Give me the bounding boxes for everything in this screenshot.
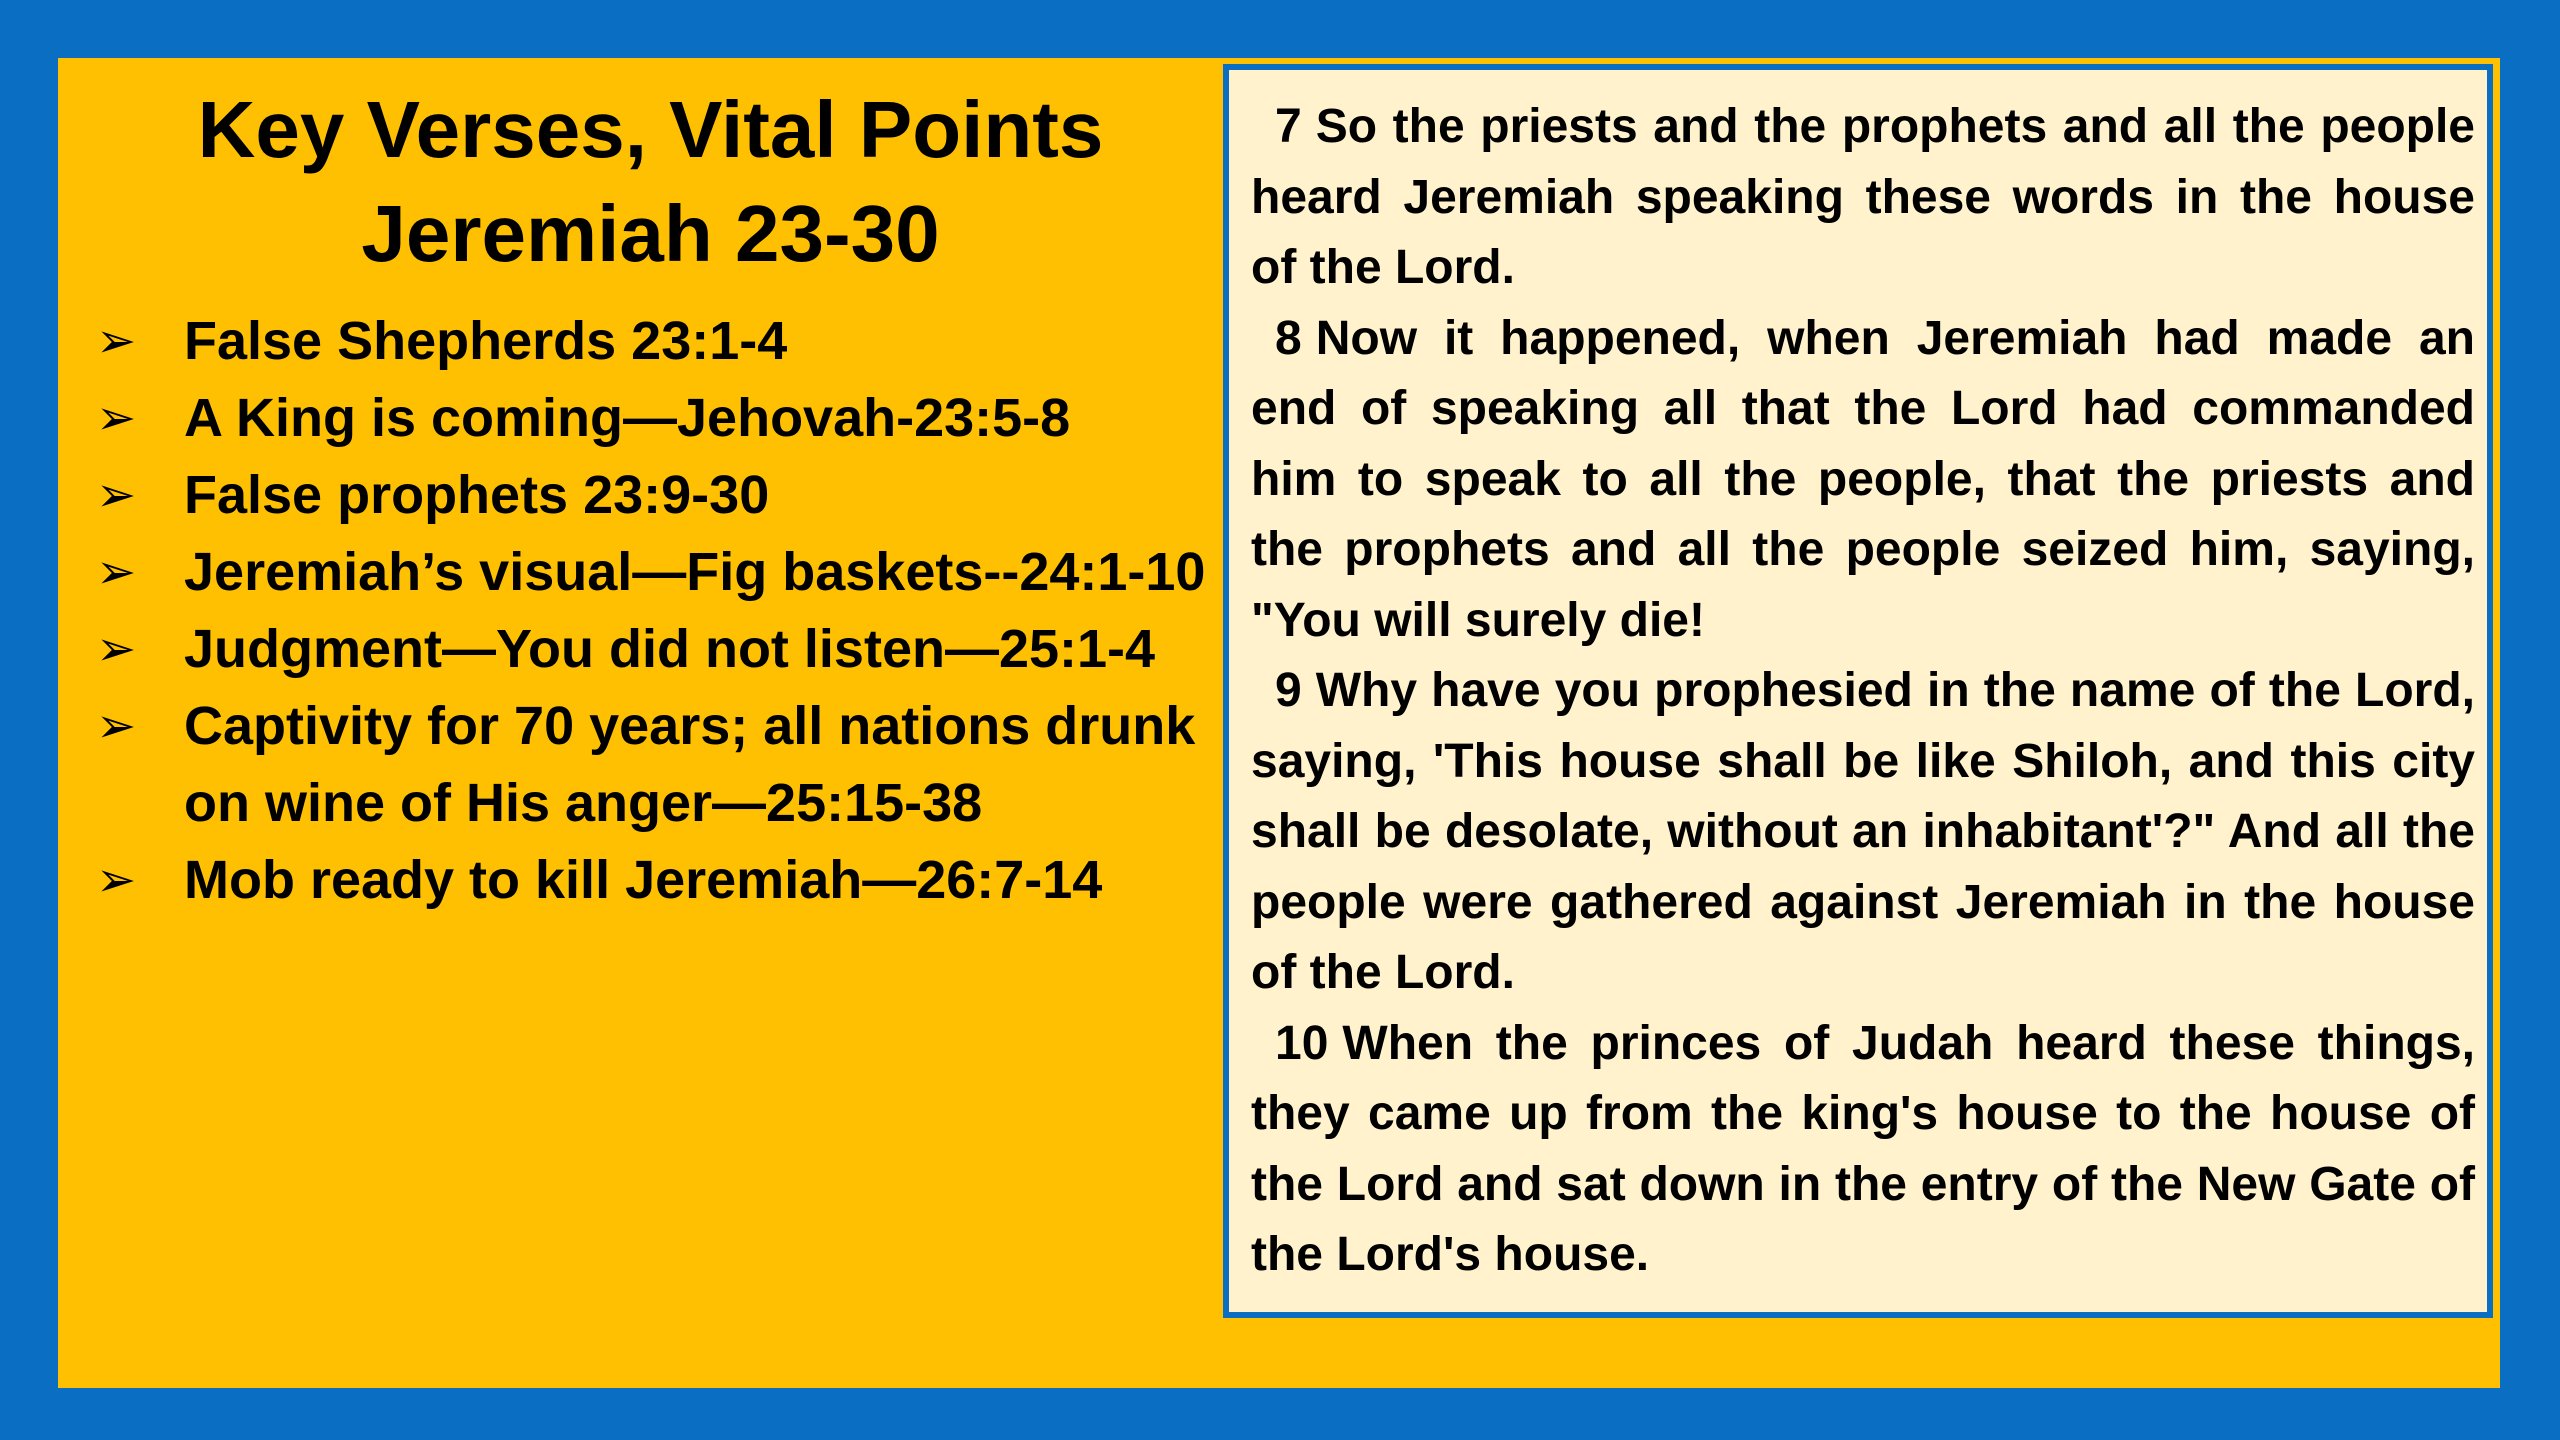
verse-number: 9: [1275, 664, 1302, 717]
list-item-text: A King is coming—Jehovah-23:5-8: [184, 388, 1071, 448]
arrow-bullet-icon: ➢: [96, 392, 137, 445]
list-item: [90, 457, 1290, 534]
arrow-bullet-icon: ➢: [96, 623, 137, 676]
title-line-1: Key Verses, Vital Points: [197, 85, 1104, 174]
verse-number: 7: [1275, 100, 1302, 153]
list-item-text: Captivity for 70 years; all nations drunk: [184, 696, 1196, 756]
verse: [1251, 1009, 2475, 1291]
scripture-passage-box: [1223, 64, 2493, 1318]
list-item-text: Judgment—You did not listen—25:1-4: [184, 619, 1156, 679]
verse-text: Now it happened, when Jeremiah had made an end of speaking all that the Lord had commanded him to speak to all the people, that the priests and the prophets and all the people seized him, saying, "You will surely die!: [1251, 311, 2475, 647]
arrow-bullet-icon: ➢: [96, 315, 137, 368]
arrow-bullet-icon: ➢: [96, 854, 137, 907]
verse-number: 10: [1275, 1016, 1329, 1070]
list-item: [90, 380, 1290, 457]
verse: [1251, 304, 2475, 657]
list-item-text: Mob ready to kill Jeremiah—26:7-14: [184, 850, 1103, 910]
title-line-2: Jeremiah 23-30: [361, 189, 940, 278]
verse: [1251, 92, 2475, 304]
verse-text: So the priests and the prophets and all the people heard Jeremiah speaking these words in the house of the Lord.: [1251, 100, 2475, 294]
arrow-bullet-icon: ➢: [96, 546, 137, 599]
list-item: [90, 303, 1290, 380]
verse: [1251, 656, 2475, 1009]
slide: [58, 58, 2500, 1388]
list-item: [90, 688, 1290, 842]
verse-text: When the princes of Judah heard these things, they came up from the king's house to the house of the Lord and sat down in the entry of the New Gate of the Lord's house.: [1251, 1016, 2475, 1281]
list-item: [90, 842, 1290, 919]
verse-text: Why have you prophesied in the name of the Lord, saying, 'This house shall be like Shiloh, and this city shall be desolate, without an inhabitant'?" And all the people were gathered against Jeremiah in the house of the Lord.: [1251, 664, 2475, 999]
key-points-list: [90, 303, 1290, 919]
slide-title: [58, 78, 1243, 286]
verse-number: 8: [1275, 311, 1302, 365]
arrow-bullet-icon: ➢: [96, 700, 137, 753]
list-item-text: False Shepherds 23:1-4: [184, 311, 788, 371]
list-item-text: False prophets 23:9-30: [184, 465, 770, 525]
arrow-bullet-icon: ➢: [96, 469, 137, 522]
list-item: [90, 611, 1290, 688]
list-item: [90, 534, 1290, 611]
list-item-text-continued: on wine of His anger—25:15-38: [184, 773, 983, 833]
list-item-text: Jeremiah’s visual—Fig baskets--24:1-10: [184, 542, 1206, 602]
